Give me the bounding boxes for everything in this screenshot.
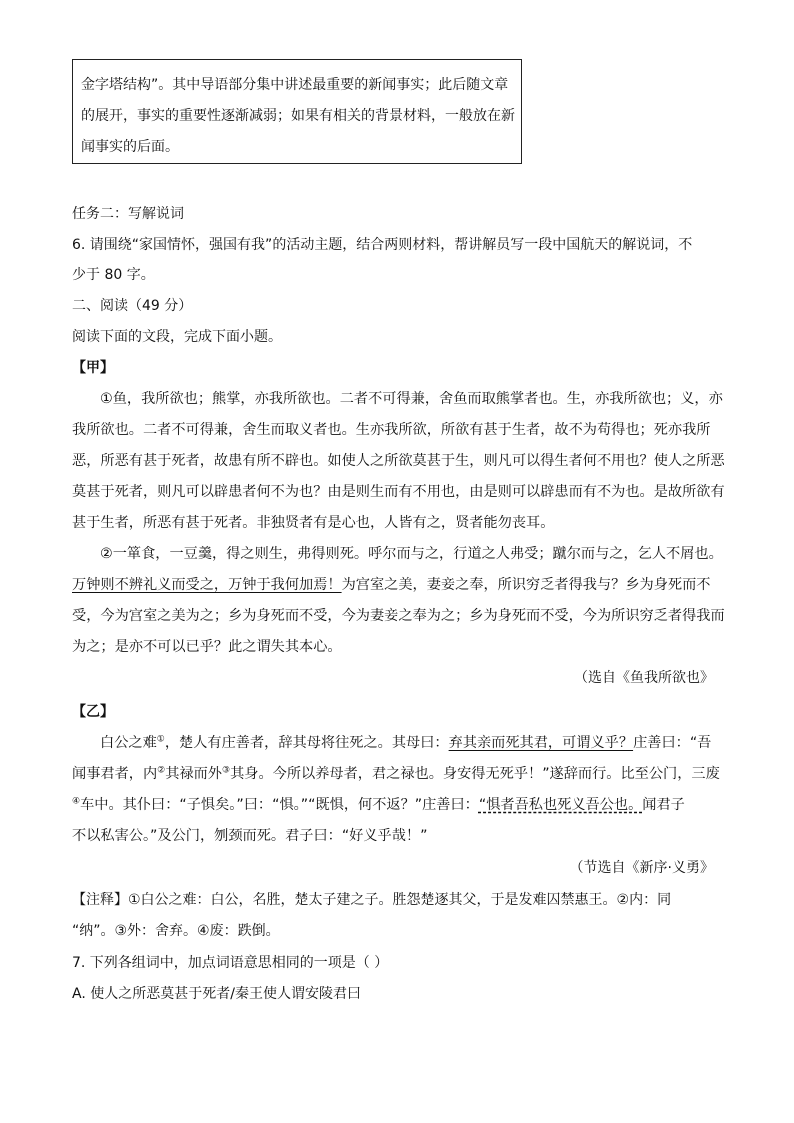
jia-p1-line: 恶，所恶有甚于死者，故患有所不辟也。如使人之所欲莫甚于生，则凡可以得生者何不用也？使人之所恶 — [72, 453, 725, 469]
jia-p2-line: ②一箪食，一豆羹，得之则生，弗得则死。呼尔而与之，行道之人弗受；蹴尔而与之，乞人不屑也。 — [100, 546, 723, 562]
underlined-sentence: 万钟则不辨礼义而受之，万钟于我何加焉！ — [72, 577, 342, 593]
jia-p2-line: 受，今为宫室之美为之；乡为身死而不受，今为妻妾之奉为之；乡为身死而不受，今为所识穷乏者得我而 — [72, 608, 725, 624]
underlined-sentence: 弃其亲而死其君，可谓义乎？ — [448, 735, 634, 751]
note-ref: ③ — [221, 765, 231, 776]
box-line: 金字塔结构”。其中导语部分集中讲述最重要的新闻事实；此后随文章 — [81, 77, 509, 93]
jia-p2-line — [72, 575, 722, 595]
yi-line — [72, 733, 750, 753]
jia-p1-line: ①鱼，我所欲也；熊掌，亦我所欲也。二者不可得兼，舍鱼而取熊掌者也。生，亦我所欲也；义，亦 — [100, 391, 723, 407]
jia-p2-line: 为之；是亦不可以已乎？此之谓失其本心。 — [72, 639, 342, 655]
jia-label: 【甲】 — [72, 360, 114, 376]
yi-text: 其身。今所以养母者，君之禄也。身安得无死乎！”遂辞而行。比至公门，三废 — [230, 766, 720, 782]
notes-line: 【注释】①白公之难：白公，名胜，楚太子建之子。胜怨楚逐其父，于是发难囚禁惠王。②内：同 — [72, 892, 672, 908]
q7-stem: 7. 下列各组词中，加点词语意思相同的一项是（ ） — [72, 955, 389, 971]
note-ref: ② — [157, 765, 166, 776]
jia-source: （选自《鱼我所欲也》 — [574, 670, 714, 686]
note-ref: ④ — [72, 796, 81, 807]
excerpt-box — [72, 59, 522, 164]
jia-p1-line: 莫甚于死者，则凡可以辟患者何不为也？由是则生而有不用也，由是则可以辟患而有不为也。是故所欲有 — [72, 484, 725, 500]
yi-text: 闻君子 — [642, 797, 685, 813]
yi-text: ，楚人有庄善者，辞其母将往死之。其母曰： — [164, 735, 449, 751]
yi-source: （节选自《新序·义勇》 — [569, 860, 714, 876]
yi-line — [72, 795, 722, 815]
yi-text: 车中。其仆曰：“子惧矣。”曰：“惧。”“既惧，何不返？”庄善曰： — [80, 797, 479, 813]
yi-line — [72, 764, 722, 784]
box-line: 的展开，事实的重要性逐渐减弱；如果有相关的背景材料，一般放在新 — [81, 108, 515, 124]
dashed-underlined-sentence: “惧者吾私也死义吾公也。 — [478, 797, 643, 813]
yi-text: 其禄而外 — [165, 766, 222, 782]
notes-line: “纳”。③外：舍弃。④废：跌倒。 — [72, 923, 280, 939]
q6-line1: 6. 请围绕“家国情怀，强国有我”的活动主题，结合两则材料，帮讲解员写一段中国航天的解说词，不 — [72, 237, 693, 253]
yi-line: 不以私害公。”及公门，刎颈而死。君子曰：“好义乎哉！” — [72, 828, 428, 844]
jia-p2-text: 为宫室之美，妻妾之奉，所识穷乏者得我与？乡为身死而不 — [341, 577, 711, 593]
box-line: 闻事实的后面。 — [81, 139, 179, 155]
jia-p1-line: 甚于生者，所恶有甚于死者。非独贤者有是心也，人皆有之，贤者能勿丧耳。 — [72, 515, 555, 531]
jia-p1-line: 我所欲也。二者不可得兼，舍生而取义者也。生亦我所欲，所欲有甚于生者，故不为苟得也；死亦我所 — [72, 422, 711, 438]
q6-line2: 少于 80 字。 — [72, 267, 155, 283]
q7-option-a: A. 使人之所恶莫甚于死者/秦王使人谓安陵君曰 — [72, 986, 361, 1002]
yi-text: 闻事君者，内 — [72, 766, 158, 782]
yi-text: 白公之难 — [100, 735, 157, 751]
yi-label: 【乙】 — [72, 704, 114, 720]
note-ref: ① — [156, 734, 165, 745]
task2-heading: 任务二：写解说词 — [72, 206, 184, 222]
section2-heading: 二、阅读（49 分） — [72, 298, 193, 314]
yi-text: 庄善曰：“吾 — [633, 735, 712, 751]
reading-instruction: 阅读下面的文段，完成下面小题。 — [72, 329, 282, 345]
